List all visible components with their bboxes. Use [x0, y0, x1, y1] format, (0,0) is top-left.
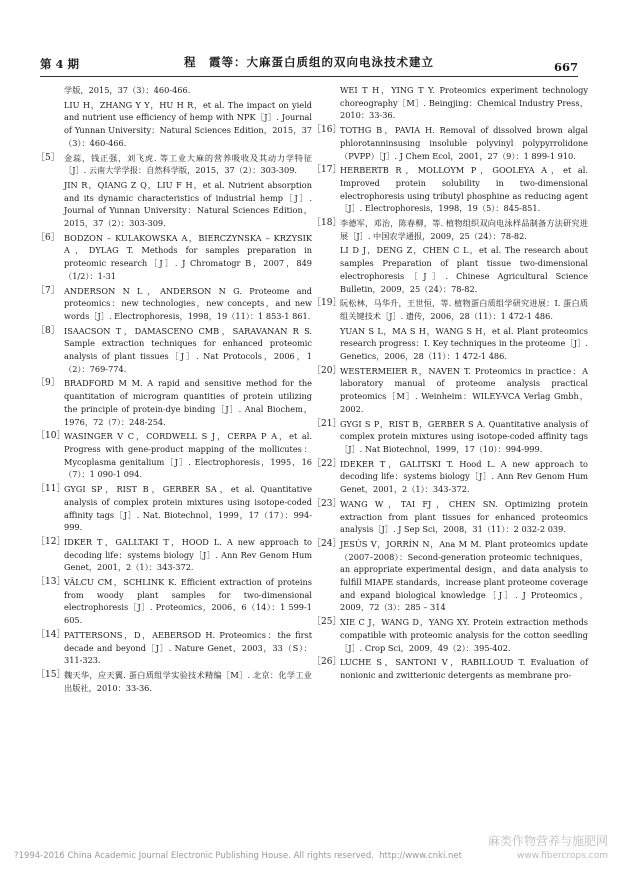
reference-number: ［8］	[36, 325, 60, 336]
reference-number: ［19］	[312, 298, 342, 309]
reference-number: ［18］	[312, 218, 342, 229]
reference-entry	[64, 179, 312, 230]
reference-number: ［17］	[312, 165, 342, 176]
reference-text: TOTHG B，PAVIA H. Removal of dissolved brown algal phlorotanninsusing insoluble polyvinyl polypyrrolidone（PVPP）［J］. J Chem Ecol，2001，27（9）：1 899-1 910.	[340, 125, 588, 161]
reference-text: XIE C J，WANG D，YANG XY. Protein extraction methods compatible with proteomic analysis for the cotton seedling［J］. Crop Sci，2009，49（2）：395-402.	[340, 617, 588, 653]
reference-text: ANDERSON N L，ANDERSON N G. Proteome and proteomics：new technologies，new concepts，and new words［J］. Electrophoresis，1998，19（11）：1 853-1 861.	[64, 285, 312, 321]
reference-text: YUAN S L，MA S H，WANG S H，et al. Plant proteomics research progress：I. Key techniques in the proteome［J］. Genetics，2006，28（11）：1 472-1 486.	[340, 325, 588, 362]
reference-entry	[36, 152, 312, 177]
reference-number: ［12］	[36, 536, 66, 547]
reference-number: ［15］	[36, 669, 66, 680]
reference-column-left	[36, 84, 312, 696]
reference-text: PATTERSONS，D，AEBERSOD H. Proteomics：the first decade and beyond［J］. Nature Genet，2003，33（S）：311-323.	[64, 629, 312, 666]
reference-entry	[36, 430, 312, 481]
reference-text: 李德军，邓治，陈春柳，等. 植物组织双向电泳样品制备方法研究进展［J］. 中国农学通报，2009，25（24）：78-82.	[340, 218, 588, 241]
running-header	[40, 50, 578, 77]
reference-text: BRADFORD M M. A rapid and sensitive method for the quantitation of microgram quantities of protein utilizing the principle of protein-dye binding［J］. Anal Biochem，1976，72（7）：248-254.	[64, 378, 312, 427]
reference-entry	[36, 576, 312, 627]
reference-entry	[36, 536, 312, 574]
reference-number: ［22］	[312, 458, 342, 469]
reference-entry	[312, 217, 588, 242]
reference-text: VÂLCU CM，SCHLINK K. Efficient extraction of proteins from woody plant samples for two-dimensional electrophoresis［J］. Proteomics，2006，6（14）：1 599-1 605.	[64, 577, 312, 626]
reference-entry	[36, 325, 312, 376]
reference-entry	[64, 99, 312, 150]
reference-number: ［6］	[36, 232, 60, 243]
reference-text: ISAACSON T，DAMASCENO CMB，SARAVANAN R S. Sample extraction techniques for enhanced proteomic analysis of plant tissues［J］. Nat Protocols，2006，1（2）：769-774.	[64, 325, 312, 374]
reference-entry	[36, 285, 312, 323]
reference-text: JIN R，QIANG Z Q，LIU F H，et al. Nutrient absorption and its dynamic characteristics of industrial hemp［J］. Journal of Yunnan University：Natural Sciences Edition，2015，37（2）：303-309.	[64, 179, 312, 229]
reference-text: 魏天华，应天翼. 蛋白质组学实验技术精编［M］. 北京：化学工业出版社，2010：33-36.	[64, 669, 312, 693]
reference-text: HERBERTB R，MOLLOYM P，GOOLEYA A，et al. Improved protein solubility in two-dimensional electrophoresis using tributyl phosphine as reducing agent［J］. Electrophoresis，1998，19（5）：845-851.	[340, 165, 588, 214]
reference-entry	[340, 244, 588, 295]
reference-number: ［25］	[312, 617, 342, 628]
issue-label: 第 4 期	[40, 57, 80, 71]
reference-number: ［21］	[312, 418, 342, 429]
reference-number: ［10］	[36, 431, 66, 442]
reference-entry	[312, 458, 588, 496]
reference-number: ［20］	[312, 365, 342, 376]
reference-text: LI D J，DENG Z，CHEN C L，et al. The research about samples Preparation of plant tissue two-dimensional electrophoresis［J］. Chinese Agricultural Science Bulletin，2009，25（24）：78-82.	[340, 245, 588, 294]
watermark-url: www.fibercrops.com	[517, 851, 608, 861]
reference-text: LIU H，ZHANG Y Y，HU H R，et al. The impact on yield and nutrient use efficiency of hemp with NPK［J］. Journal of Yunnan University：Natural Sciences Edition，2015，37（3）：460-466.	[64, 99, 312, 148]
reference-number: ［26］	[312, 657, 342, 668]
reference-entry	[36, 377, 312, 428]
reference-text: LUCHE S，SANTONI V，RABILLOUD T. Evaluation of nonionic and zwitterionic detergents as membrane pro-	[340, 657, 588, 680]
reference-number: ［24］	[312, 538, 342, 549]
reference-text: GYGI S P，RIST B，GERBER S A. Quantitative analysis of complex protein mixtures using isotope-coded affinity tags［J］. Nat Biotechnol，1999，17（10）：994-999.	[340, 418, 588, 454]
reference-number: ［23］	[312, 498, 342, 509]
reference-entry	[36, 629, 312, 667]
running-title: 程 霞等：大麻蛋白质组的双向电泳技术建立	[184, 55, 434, 69]
reference-entry	[64, 84, 312, 97]
page-number: 667	[553, 60, 578, 74]
reference-entry	[36, 232, 312, 283]
reference-number: ［5］	[36, 152, 60, 163]
reference-number: ［16］	[312, 125, 342, 136]
reference-entry	[340, 325, 588, 363]
reference-text: GYGI SP，RIST B，GERBER SA，et al. Quantitative analysis of complex protein mixtures using isotope-coded affinity tags［J］. Nat. Biotechnol，1999，17（17）：994-999.	[64, 484, 312, 533]
reference-number: ［9］	[36, 378, 60, 389]
reference-text: IDEKER T，GALITSKI T. Hood L. A new approach to decoding life：systems biology［J］. Ann Rev Genom Hum Genet，2001，2（1）：343-372.	[340, 458, 588, 495]
reference-text: WESTERMEIER R，NAVEN T. Proteomics in practice：A laboratory manual of proteome analysis practical proteomics［M］. Weinheim：WILEY-VCA Verlag Gmbh，2002.	[340, 365, 588, 414]
reference-entry	[36, 669, 312, 694]
reference-number: ［7］	[36, 285, 60, 296]
reference-number: ［11］	[36, 484, 66, 495]
reference-entry	[312, 164, 588, 215]
reference-text: JESÚS V，JORRÍN N，Ana M M. Plant proteomics update（2007–2008）：Second-generation proteomic techniques，an appropriate experimental design，and data analysis to fulfill MIAPE standards，increase plant proteome coverage and expand biological knowledge［J］. J Proteomics，2009，72（3）：285 – 314	[340, 538, 588, 613]
reference-entry	[312, 124, 588, 162]
reference-number: ［14］	[36, 629, 66, 640]
reference-entry	[340, 84, 588, 122]
reference-text: IDKER T，GALLTAKI T，HOOD L. A new approach to decoding life：systems biology［J］. Ann Rev Genom Hum Genet，2001，2（1）：343-372.	[64, 536, 312, 573]
copyright-notice: ?1994-2016 China Academic Journal Electronic Publishing House. All rights reserved.	[14, 851, 374, 861]
reference-entry	[312, 418, 588, 456]
watermark-text: 麻类作物营养与施肥网	[487, 834, 608, 848]
reference-number: ［13］	[36, 577, 66, 588]
reference-entry	[312, 297, 588, 322]
reference-entry	[312, 538, 588, 614]
reference-entry	[312, 498, 588, 536]
reference-text: WEI T H，YING T Y. Proteomics experiment technology choreography［M］. Beingjing：Chemical Industry Press，2010：33-36.	[340, 85, 588, 121]
site-link[interactable]: http://www.cnki.net	[379, 851, 462, 861]
reference-entry	[312, 656, 588, 681]
reference-entry	[36, 483, 312, 534]
reference-entry	[312, 365, 588, 416]
reference-text: WASINGER V C，CORDWELL S J，CERPA P A，et al. Progress with gene-product mapping of the mollicutes：Mycoplasma genitalium［J］. Electrophoresis，1995，16（7）：1 090-1 094.	[64, 431, 312, 480]
reference-text: WANG W，TAI FJ，CHEN SN. Optimizing protein extraction from plant tissues for enhanced proteomics analysis［J］. J Sep Sci，2008，31（11）：2 032-2 039.	[340, 498, 588, 535]
reference-entry	[312, 616, 588, 654]
reference-text: 阮松林，马华升，王世恒，等. 植物蛋白质组学研究进展：I. 蛋白质组关键技术［J］. 遗传，2006，28（11）：1 472-1 486.	[340, 298, 588, 321]
reference-column-right	[312, 84, 588, 684]
reference-text: 学版，2015，37（3）：460-466.	[64, 85, 191, 95]
reference-text: 金蕊，钱正强，刘飞虎. 等工业大麻的营养吸收及其动力学特征［J］. 云南大学学报：自然科学版，2015，37（2）：303-309.	[64, 152, 312, 176]
reference-text: BODZON – KULAKOWSKA A，BIERCZYNSKA – KRZYSIK A，DYLAG T. Methods for samples preparation in proteomic research［J］. J Chromatogr B，2007，849（1/2）：1-31	[64, 232, 312, 281]
